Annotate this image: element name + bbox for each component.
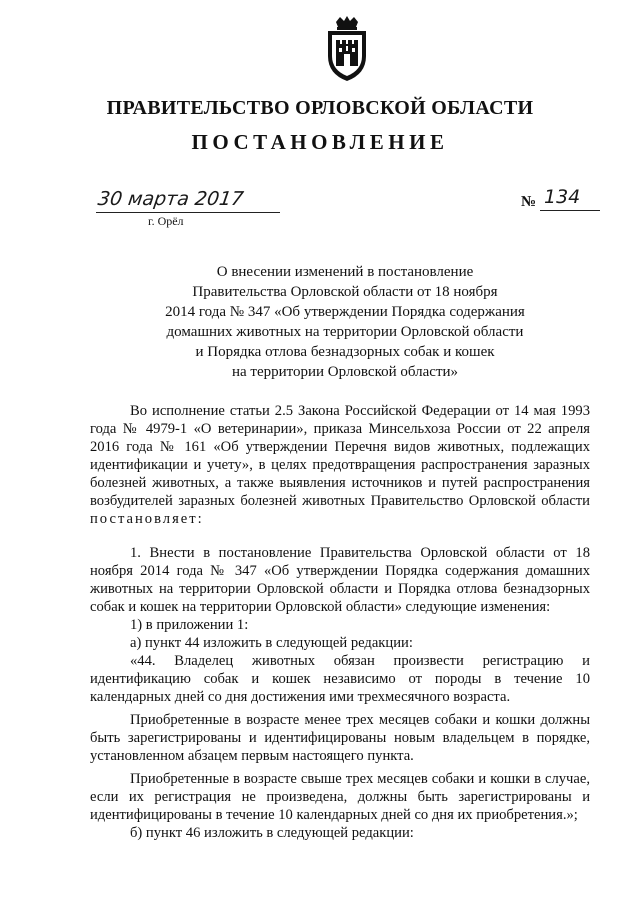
title-line: О внесении изменений в постановление bbox=[216, 264, 474, 280]
body-paragraph: Приобретенные в возрасте свыше трех месяцев собаки и кошки в случае, если их регистрация не произведена, должны быть зарегистрированы и идентифицированы в течение 10 календарных дней со дня их приобретения.»; bbox=[90, 771, 590, 823]
preamble-paragraph bbox=[90, 402, 590, 528]
body-paragraph: б) пункт 46 изложить в следующей редакции: bbox=[130, 825, 414, 841]
number-underline bbox=[540, 210, 600, 211]
place-of-issue: г. Орёл bbox=[148, 214, 184, 228]
coat-of-arms-icon bbox=[322, 16, 372, 82]
government-name: ПРАВИТЕЛЬСТВО ОРЛОВСКОЙ ОБЛАСТИ bbox=[106, 97, 534, 119]
document-body bbox=[90, 402, 590, 842]
document-type: ПОСТАНОВЛЕНИЕ bbox=[191, 130, 449, 154]
title-line: домашних животных на территории Орловской области bbox=[166, 324, 524, 340]
title-line: и Порядка отлова безнадзорных собак и кошек bbox=[195, 344, 495, 360]
resolves-word: постановляет: bbox=[90, 511, 204, 527]
body-paragraph: 1. Внести в постановление Правительства Орловской области от 18 ноября 2014 года № 347 «Об утверждении Порядка содержания домашних животных на территории Орловской области и Порядка отлова безнадзорных собак и кошек на территории Орловской области» следующие изменения: bbox=[90, 545, 590, 615]
body-paragraph: Приобретенные в возрасте менее трех месяцев собаки и кошки должны быть зарегистрированы и идентифицированы новым владельцем в порядке, установленном абзацем первым настоящего пункта. bbox=[90, 712, 590, 764]
body-paragraph: 1) в приложении 1: bbox=[130, 617, 249, 633]
handwritten-number: 134 bbox=[544, 186, 581, 208]
preamble-text: Во исполнение статьи 2.5 Закона Российской Федерации от 14 мая 1993 года № 4979-1 «О ветеринарии», приказа Минсельхоза России от 22 апреля 2016 года № 161 «Об утверждении Перечня видов животных, подлежащих идентификации и учету», в целях предотвращения распространения заразных болезней животных, а также выявления источников и путей распространения возбудителей заразных болезней животных Правительство Орловской области bbox=[90, 403, 590, 509]
handwritten-date: 30 марта 2017 bbox=[96, 188, 245, 210]
title-line: Правительства Орловской области от 18 ноября bbox=[192, 284, 498, 300]
number-sign: № bbox=[521, 194, 537, 210]
document-title bbox=[100, 262, 590, 382]
body-paragraph: а) пункт 44 изложить в следующей редакции: bbox=[130, 635, 413, 651]
title-line: на территории Орловской области» bbox=[231, 364, 459, 380]
title-line: 2014 года № 347 «Об утверждении Порядка содержания bbox=[165, 304, 525, 320]
body-paragraph: «44. Владелец животных обязан произвести регистрацию и идентификацию собак и кошек независимо от породы в течение 10 календарных дней со дня достижения ими трехмесячного возраста. bbox=[90, 653, 590, 705]
date-underline bbox=[96, 212, 280, 213]
